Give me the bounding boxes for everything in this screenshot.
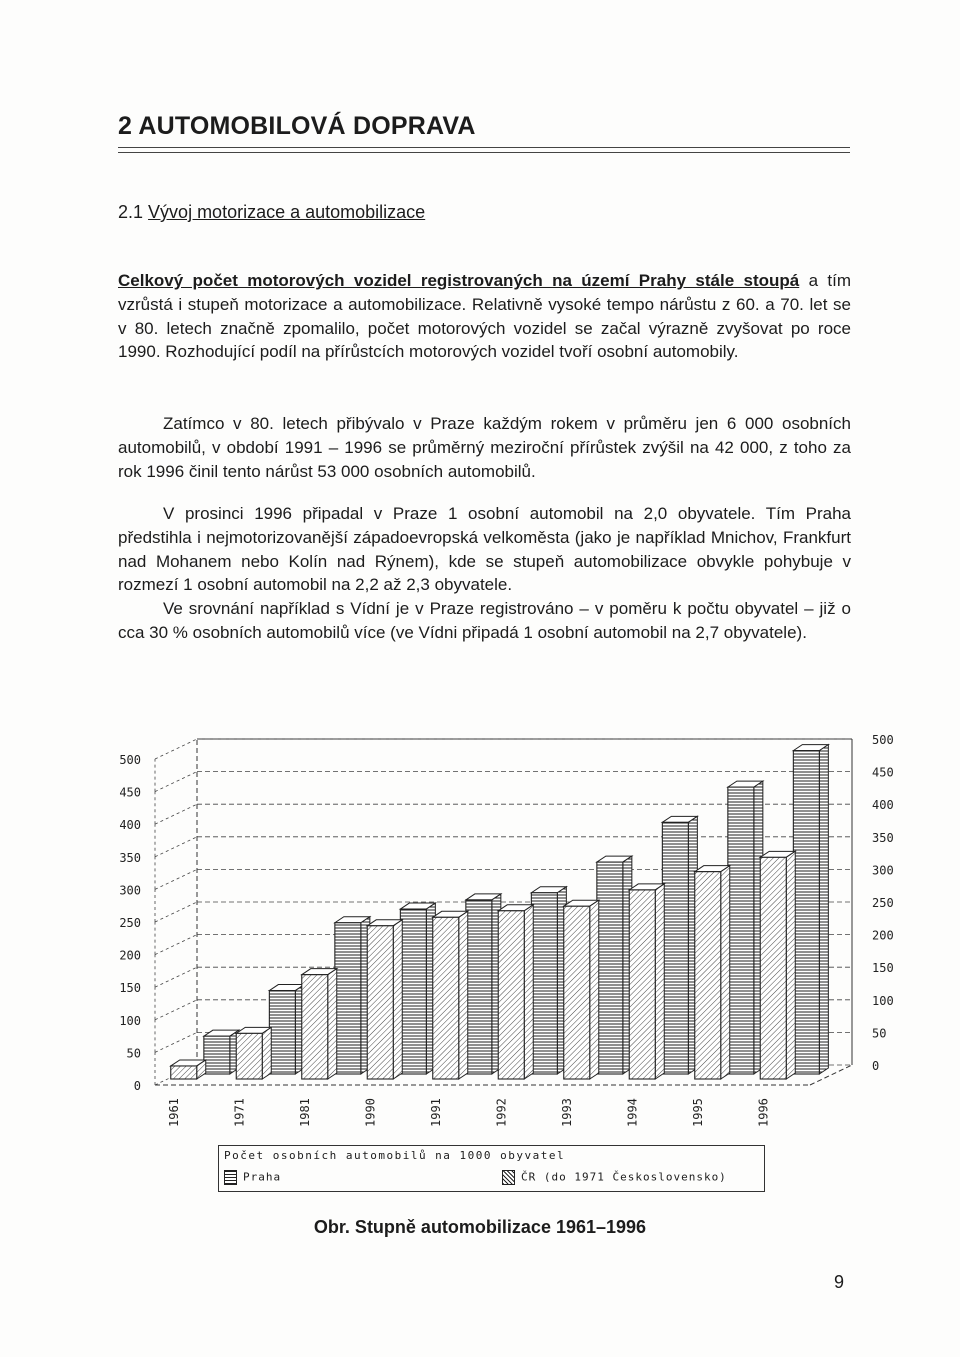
y-tick-label-left: 50 <box>126 1046 141 1061</box>
gridline-left-diagonal <box>155 902 197 922</box>
y-tick-label-right: 400 <box>872 798 894 813</box>
gridline-left-diagonal <box>155 1000 197 1020</box>
section-title: Vývoj motorizace a automobilizace <box>148 202 426 222</box>
cr-bar-1971-side <box>262 1027 271 1079</box>
gridline-left-diagonal <box>155 772 197 792</box>
chapter-heading: 2 AUTOMOBILOVÁ DOPRAVA <box>118 112 476 140</box>
praha-bar-1995 <box>728 787 754 1074</box>
praha-bar-1996-side <box>819 745 828 1074</box>
x-tick-label: 1993 <box>559 1098 574 1127</box>
y-tick-label-right: 150 <box>872 961 894 976</box>
gridline-left-diagonal <box>155 967 197 987</box>
paragraph-3: V prosinci 1996 připadal v Praze 1 osobní automobil na 2,0 obyvatele. Tím Praha předstihla i nejmotorizovanější západoevropská velkoměsta (jako je například Mnichov, Frankfurt nad Mohanem nebo Kolín nad Rýnem), kde se stupeň automobilizace obvykle pohybuje v rozmezí 1 osobní automobil na 2,2 až 2,3 obyvatele. <box>118 504 851 595</box>
y-tick-label-left: 300 <box>119 883 141 898</box>
legend-item-praha <box>224 1170 281 1185</box>
x-tick-label: 1994 <box>625 1098 640 1127</box>
y-tick-label-right: 350 <box>872 830 894 845</box>
paragraph-1-lead: Celkový počet motorových vozidel registrovaných na území Prahy stále stoupá <box>118 271 800 290</box>
y-tick-label-left: 0 <box>133 1079 141 1093</box>
gridline-left-diagonal <box>155 837 197 857</box>
y-tick-label-right: 450 <box>872 765 894 780</box>
y-tick-label-right: 0 <box>872 1059 880 1073</box>
praha-bar-1994 <box>662 822 688 1074</box>
x-tick-label: 1961 <box>166 1098 181 1127</box>
praha-bar-1992 <box>531 893 557 1074</box>
cr-bar-1981-side <box>328 969 337 1079</box>
gridline-left-diagonal <box>155 1032 197 1052</box>
cr-swatch-icon <box>502 1170 515 1185</box>
legend-cr-label: ČR (do 1971 Československo) <box>521 1170 727 1184</box>
cr-bar-1995 <box>695 872 721 1079</box>
y-tick-label-left: 400 <box>119 818 141 833</box>
legend-praha-label: Praha <box>243 1170 282 1184</box>
x-tick-label: 1981 <box>297 1098 312 1127</box>
paragraph-1 <box>118 269 851 364</box>
paragraph-2: Zatímco v 80. letech přibývalo v Praze každým rokem v průměru jen 6 000 osobních automobilů, v období 1991 – 1996 se průměrný meziroční přírůstek zvýšil na 42 000, z toho za rok 1996 činil tento nárůst 53 000 osobních automobilů. <box>118 414 851 481</box>
page-number: 9 <box>834 1272 845 1292</box>
cr-bar-1990-side <box>393 920 402 1079</box>
cr-bar-1991 <box>433 917 459 1079</box>
heading-rule-top <box>118 147 850 148</box>
y-tick-label-left: 200 <box>119 948 141 963</box>
cr-bar-1990 <box>367 926 393 1079</box>
praha-bar-1990 <box>400 909 426 1074</box>
praha-bar-1961 <box>204 1036 230 1074</box>
chart-legend <box>218 1145 765 1192</box>
y-tick-label-right: 100 <box>872 993 894 1008</box>
paragraph-1-body: a tím vzrůstá i stupeň motorizace a automobilizace. Relativně vysoké tempo nárůstu z 60. a 70. let se v 80. letech značně zpomalilo, počet motorových vozidel se začal výrazně zvyšovat po roce 1990. Rozhodující podíl na přírůstcích motorových vozidel tvoří osobní automobily. <box>118 271 851 362</box>
y-tick-label-right: 250 <box>872 896 894 910</box>
gridline-left-diagonal <box>155 869 197 889</box>
cr-bar-1993-side <box>590 900 599 1079</box>
y-tick-label-left: 250 <box>119 916 141 930</box>
cr-bar-1971 <box>236 1033 262 1079</box>
praha-swatch-icon <box>224 1170 237 1185</box>
y-tick-label-right: 300 <box>872 863 894 878</box>
praha-bar-1991 <box>466 900 492 1074</box>
legend-item-cr <box>502 1170 727 1185</box>
heading-rule-bottom <box>118 152 850 153</box>
y-tick-label-right: 500 <box>872 733 894 747</box>
y-tick-label-left: 450 <box>119 785 141 800</box>
praha-bar-1993 <box>597 862 623 1074</box>
automobilization-bar-chart <box>100 705 894 1145</box>
gridline-left-diagonal <box>155 804 197 824</box>
cr-bar-1995-side <box>721 866 730 1079</box>
x-tick-label: 1990 <box>363 1098 378 1127</box>
cr-bar-1991-side <box>459 911 468 1079</box>
x-tick-label: 1992 <box>494 1098 509 1127</box>
x-tick-label: 1995 <box>690 1098 705 1127</box>
cr-bar-1996-side <box>786 851 795 1079</box>
praha-bar-1971 <box>269 991 295 1074</box>
x-tick-label: 1991 <box>428 1098 443 1127</box>
cr-bar-1981 <box>302 975 328 1079</box>
y-tick-label-left: 500 <box>119 753 141 767</box>
cr-bar-1992 <box>498 911 524 1079</box>
cr-bar-1961 <box>171 1066 197 1079</box>
y-tick-label-left: 350 <box>119 850 141 865</box>
cr-bar-1992-side <box>524 905 533 1079</box>
praha-bar-1981 <box>335 923 361 1074</box>
figure-caption: Obr. Stupně automobilizace 1961–1996 <box>313 1217 647 1237</box>
x-tick-label: 1996 <box>756 1098 771 1127</box>
y-tick-label-left: 150 <box>119 981 141 996</box>
section-number: 2.1 <box>118 202 144 222</box>
praha-bar-1996 <box>793 751 819 1074</box>
gridline-left-diagonal <box>155 935 197 955</box>
y-tick-label-right: 50 <box>872 1026 887 1041</box>
x-tick-label: 1971 <box>232 1098 247 1127</box>
section-heading <box>118 202 425 223</box>
cr-bar-1996 <box>760 857 786 1079</box>
y-tick-label-left: 100 <box>119 1013 141 1028</box>
legend-title: Počet osobních automobilů na 1000 obyvatel <box>224 1149 566 1162</box>
cr-bar-1993 <box>564 906 590 1079</box>
cr-bar-1994 <box>629 890 655 1079</box>
paragraph-4: Ve srovnání například s Vídní je v Praze registrováno – v poměru k počtu obyvatel – již o cca 30 % osobních automobilů více (ve Vídni připadá 1 osobní automobil na 2,7 obyvatele). <box>118 599 851 642</box>
cr-bar-1994-side <box>655 884 664 1079</box>
gridline-left-diagonal <box>155 739 197 759</box>
y-tick-label-right: 200 <box>872 928 894 943</box>
